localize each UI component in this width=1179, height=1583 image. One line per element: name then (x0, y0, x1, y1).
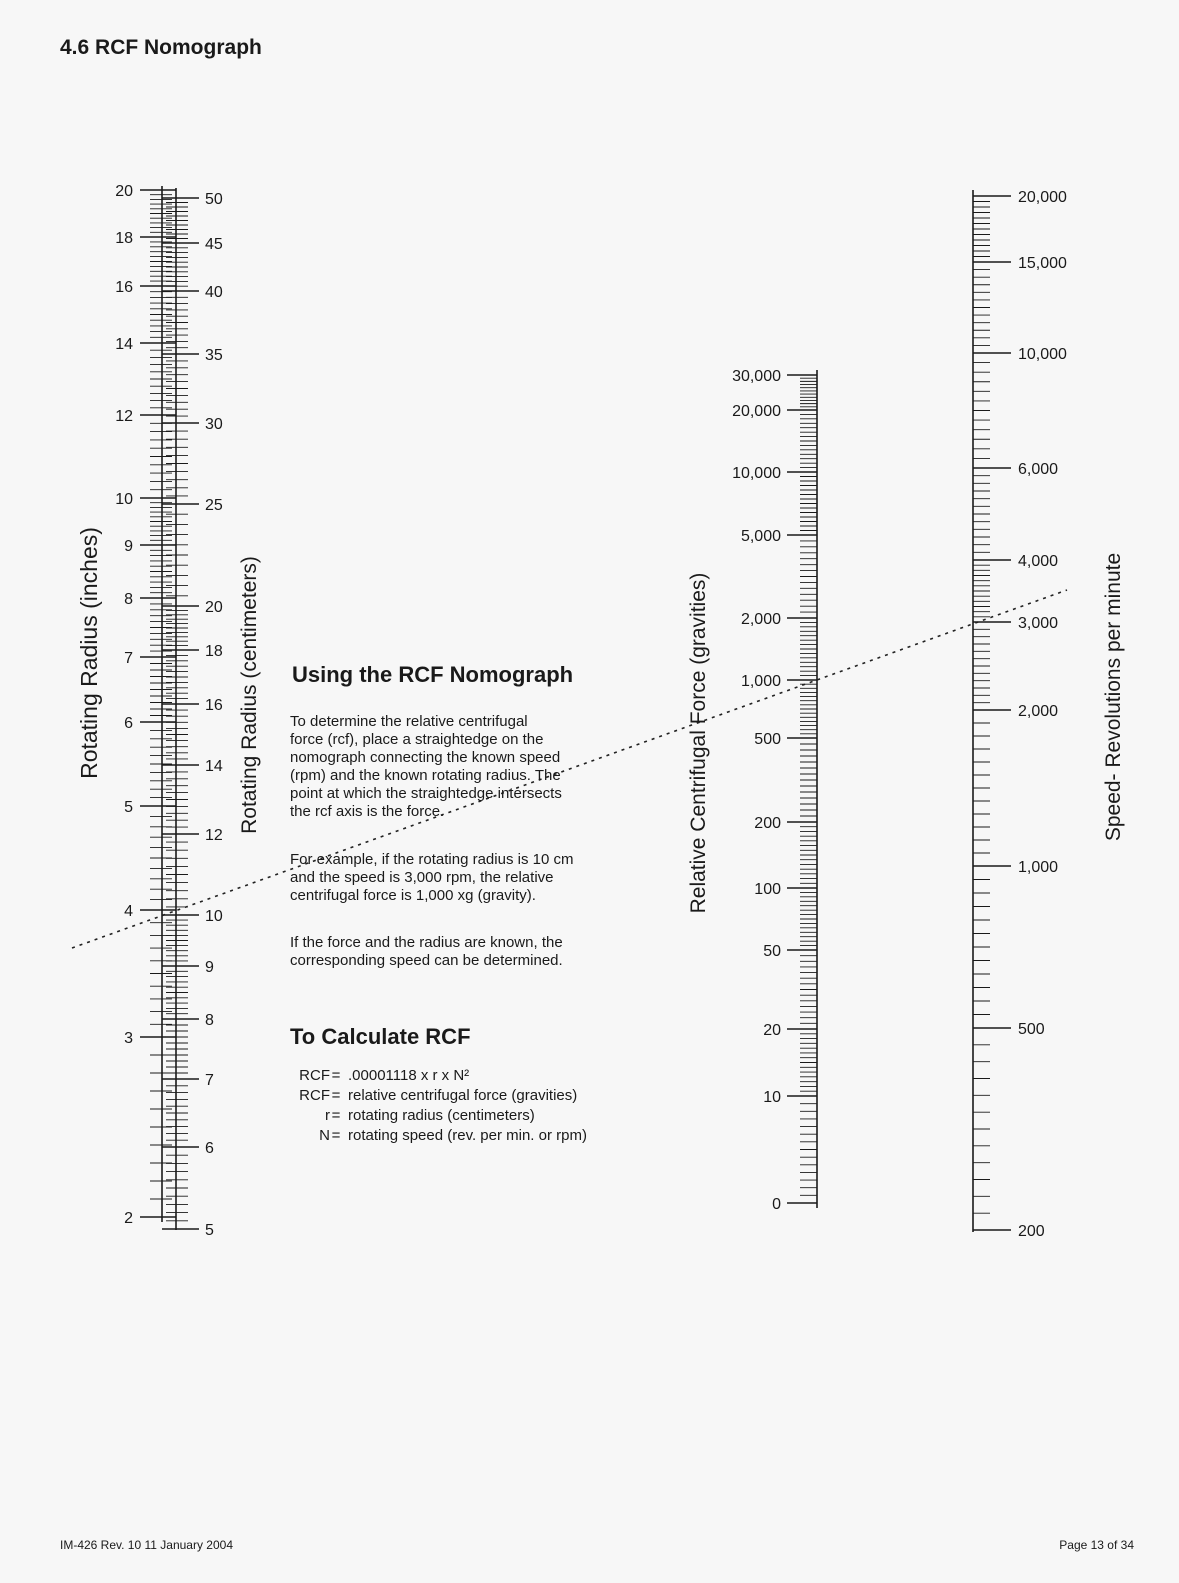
radius-cm-tick-label: 45 (205, 236, 223, 253)
speed-tick-label: 500 (1018, 1021, 1045, 1038)
rcf-scale (732, 368, 817, 1213)
radius-cm-tick-label: 14 (205, 758, 223, 775)
rcf-tick-label: 2,000 (740, 611, 781, 628)
speed-tick-label: 2,000 (1018, 703, 1059, 720)
radius-cm-tick-label: 50 (205, 191, 223, 208)
radius-cm-tick-label: 12 (205, 827, 223, 844)
radius-cm-axis-title: Rotating Radius (centimeters) (238, 556, 261, 834)
document-revision: IM-426 Rev. 10 11 January 2004 (60, 1538, 233, 1552)
rcf-tick-label: 50 (763, 943, 781, 960)
radius-cm-tick-label: 25 (205, 497, 223, 514)
inverse-use-paragraph: If the force and the radius are known, the corresponding speed can be determined. (290, 934, 563, 969)
formula-row: RCF = relative centrifugal force (gravities) (299, 1087, 578, 1104)
rcf-tick-label: 10 (763, 1089, 781, 1106)
rcf-tick-label: 30,000 (732, 368, 781, 385)
radius-inches-tick-label: 12 (115, 408, 133, 425)
radius-cm-tick-label: 16 (205, 697, 223, 714)
section-heading: 4.6 RCF Nomograph (60, 36, 262, 59)
radius-cm-tick-label: 9 (205, 959, 214, 976)
radius-inches-tick-label: 3 (124, 1030, 133, 1047)
radius-cm-tick-label: 6 (205, 1140, 214, 1157)
radius-inches-tick-label: 9 (124, 538, 133, 555)
radius-inches-tick-label: 10 (115, 491, 133, 508)
radius-inches-scale (115, 183, 176, 1227)
rcf-tick-label: 20 (763, 1022, 781, 1039)
radius-cm-tick-label: 30 (205, 416, 223, 433)
speed-tick-label: 4,000 (1018, 553, 1059, 570)
radius-cm-tick-label: 20 (205, 599, 223, 616)
using-instructions-paragraph: To determine the relative centrifugal force (rcf), place a straightedge on the nomograph connecting the known speed (rpm) and the known rotating radius. The point at which the straightedge intersects the rcf axis is the force. (290, 713, 562, 820)
formula-row: RCF = .00001118 x r x N² (299, 1067, 470, 1084)
radius-cm-tick-label: 10 (205, 908, 223, 925)
formula-row: r = rotating radius (centimeters) (325, 1107, 535, 1124)
radius-cm-tick-label: 7 (205, 1072, 214, 1089)
radius-inches-tick-label: 20 (115, 183, 133, 200)
speed-tick-label: 6,000 (1018, 461, 1059, 478)
radius-inches-tick-label: 7 (124, 650, 133, 667)
example-paragraph: For example, if the rotating radius is 10 cm and the speed is 3,000 rpm, the relative centrifugal force is 1,000 xg (gravity). (290, 851, 574, 904)
calculate-rcf-title: To Calculate RCF (290, 1024, 471, 1049)
radius-cm-tick-label: 40 (205, 284, 223, 301)
radius-cm-tick-label: 35 (205, 347, 223, 364)
speed-tick-label: 10,000 (1018, 346, 1067, 363)
radius-inches-tick-label: 14 (115, 336, 133, 353)
speed-tick-label: 20,000 (1018, 189, 1067, 206)
rcf-tick-label: 0 (772, 1196, 781, 1213)
radius-inches-tick-label: 18 (115, 230, 133, 247)
speed-tick-label: 1,000 (1018, 859, 1059, 876)
rcf-tick-label: 500 (754, 731, 781, 748)
rcf-tick-label: 1,000 (740, 673, 781, 690)
radius-cm-tick-label: 8 (205, 1012, 214, 1029)
radius-cm-scale (162, 188, 223, 1239)
speed-axis-title: Speed- Revolutions per minute (1102, 552, 1125, 842)
rcf-tick-label: 200 (754, 815, 781, 832)
radius-inches-tick-label: 6 (124, 715, 133, 732)
speed-tick-label: 15,000 (1018, 255, 1067, 272)
radius-inches-tick-label: 8 (124, 591, 133, 608)
rcf-tick-label: 20,000 (732, 403, 781, 420)
formula-row: N = rotating speed (rev. per min. or rpm) (319, 1127, 587, 1144)
radius-cm-tick-label: 18 (205, 643, 223, 660)
radius-inches-tick-label: 4 (124, 903, 133, 920)
rcf-tick-label: 10,000 (732, 465, 781, 482)
rcf-tick-label: 100 (754, 881, 781, 898)
rcf-formula-block (272, 1066, 587, 1146)
radius-cm-tick-label: 5 (205, 1222, 214, 1239)
radius-inches-tick-label: 16 (115, 279, 133, 296)
speed-scale (973, 189, 1067, 1240)
using-nomograph-title: Using the RCF Nomograph (292, 662, 574, 687)
rcf-axis-title: Relative Centrifugal Force (gravities) (687, 572, 710, 914)
speed-tick-label: 3,000 (1018, 615, 1059, 632)
page-number: Page 13 of 34 (1059, 1538, 1134, 1552)
radius-inches-axis-title: Rotating Radius (inches) (76, 527, 102, 779)
radius-inches-tick-label: 2 (124, 1210, 133, 1227)
speed-tick-label: 200 (1018, 1223, 1045, 1240)
radius-inches-tick-label: 5 (124, 799, 133, 816)
rcf-tick-label: 5,000 (740, 528, 781, 545)
